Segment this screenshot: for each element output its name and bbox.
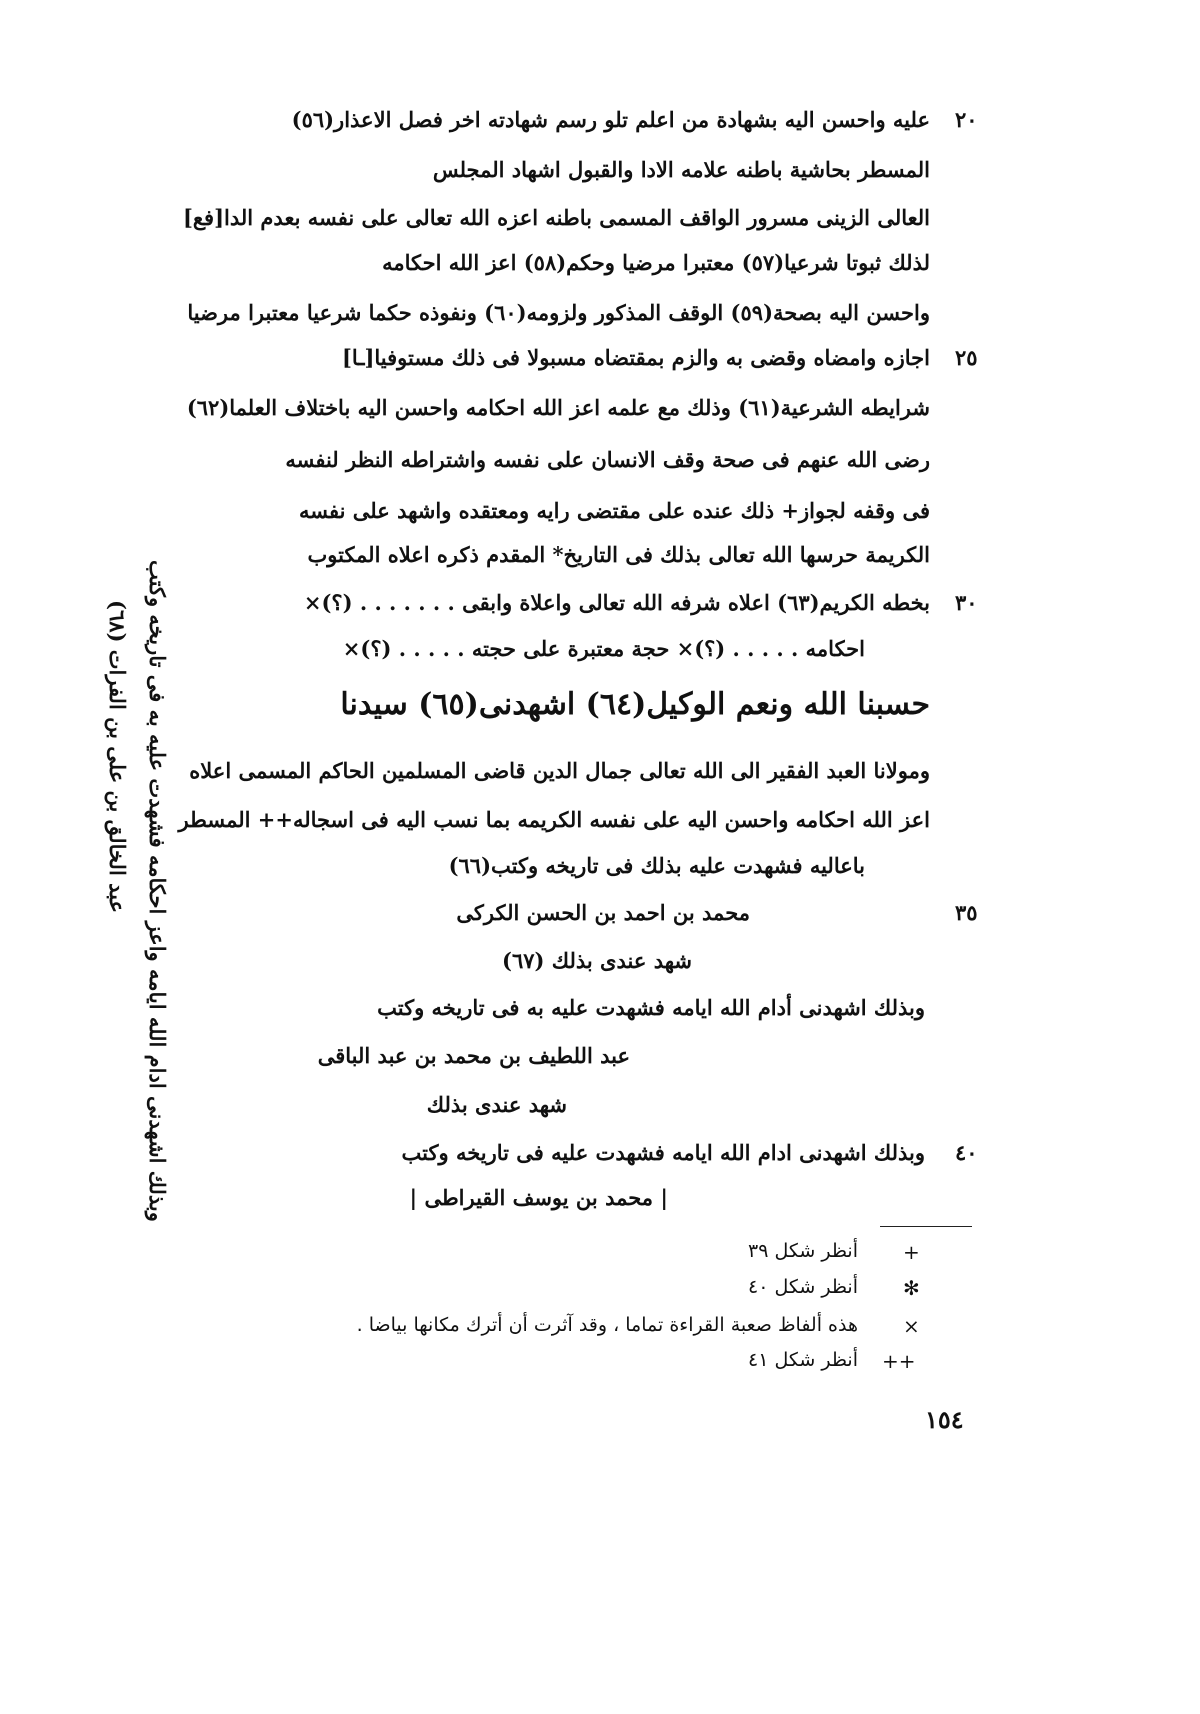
footnote-text: هذه ألفاظ صعبة القراءة تماما ، وقد آثرت أن أترك مكانها بياضا . xyxy=(356,1314,858,1336)
footnote-text: أنظر شكل ٤١ xyxy=(748,1349,858,1371)
text-line: العالى الزينى مسرور الواقف المسمى باطنه اعزه الله تعالى على نفسه بعدم الدا[فع] xyxy=(182,205,930,230)
text-line: فى وقفه لجواز+ ذلك عنده على مقتضى رايه ومعتقده واشهد على نفسه xyxy=(299,498,930,523)
text-line: اجازه وامضاه وقضى به والزم بمقتضاه مسبولا فى ذلك مستوفيا[ـا] xyxy=(341,345,930,370)
margin-note-line-2: عبد الخالق بن على بن الفرات (٦٨) xyxy=(105,600,130,913)
text-line: واحسن اليه بصحة(٥٩) الوقف المذكور ولزومه(٦٠) ونفوذه حكما شرعيا معتبرا مرضيا xyxy=(187,300,930,325)
line-number: ٢٠ xyxy=(955,107,978,132)
text-line: بخطه الكريم(٦٣) اعلاه شرفه الله تعالى واعلاة وابقى . . . . . . . (؟)× xyxy=(303,590,930,615)
text-line: لذلك ثبوتا شرعيا(٥٧) معتبرا مرضيا وحكم(٥٨) اعز الله احكامه xyxy=(382,250,930,275)
footnote-mark: × xyxy=(903,1314,920,1338)
line-number: ٣٠ xyxy=(955,590,978,615)
margin-note-line-1: وبذلك اشهدنى ادام الله ايامه واعز احكامه فشهدت عليه به فى تاريخه وكتب xyxy=(145,560,170,1222)
text-line: ومولانا العبد الفقير الى الله تعالى جمال الدين قاضى المسلمين الحاكم المسمى اعلاه xyxy=(189,758,930,783)
footnote-mark: ++ xyxy=(882,1349,916,1373)
text-line: وبذلك اشهدنى أدام الله ايامه فشهدت عليه به فى تاريخه وكتب xyxy=(377,995,925,1020)
text-line: الكريمة حرسها الله تعالى بذلك فى التاريخ* المقدم ذكره اعلاه المكتوب xyxy=(307,542,930,567)
line-number: ٢٥ xyxy=(955,345,978,370)
text-line: المسطر بحاشية باطنه علامه الادا والقبول اشهاد المجلس xyxy=(432,157,930,182)
line-number: ٤٠ xyxy=(955,1140,978,1165)
text-line: اعز الله احكامه واحسن اليه على نفسه الكريمه بما نسب اليه فى اسجاله++ المسطر xyxy=(178,807,930,832)
text-line: عليه واحسن اليه بشهادة من اعلم تلو رسم شهادته اخر فصل الاعذار(٥٦) xyxy=(291,107,930,132)
text-line: باعاليه فشهدت عليه بذلك فى تاريخه وكتب(٦٦) xyxy=(448,853,865,878)
footnote-mark: ✻ xyxy=(903,1276,920,1300)
footnote-divider xyxy=(880,1226,972,1227)
footnote-text: أنظر شكل ٣٩ xyxy=(748,1240,858,1262)
text-line: محمد بن احمد بن الحسن الكركى xyxy=(456,900,750,925)
text-line: رضى الله عنهم فى صحة وقف الانسان على نفسه واشتراطه النظر لنفسه xyxy=(285,447,930,472)
text-line: شرايطه الشرعية(٦١) وذلك مع علمه اعز الله احكامه واحسن اليه باختلاف العلما(٦٢) xyxy=(186,395,930,420)
text-line: حسبنا الله ونعم الوكيل(٦٤) اشهدنى(٦٥) سيدنا xyxy=(340,687,930,722)
page-number: ١٥٤ xyxy=(925,1405,964,1434)
footnote-mark: + xyxy=(903,1240,920,1264)
text-line: احكامه . . . . . (؟)× حجة معتبرة على حجته . . . . . (؟)× xyxy=(342,636,865,661)
footnote-text: أنظر شكل ٤٠ xyxy=(748,1276,858,1298)
text-line: | محمد بن يوسف القيراطى | xyxy=(409,1185,668,1210)
text-line: عبد اللطيف بن محمد بن عبد الباقى xyxy=(317,1043,630,1068)
text-line: شهد عندى بذلك xyxy=(426,1092,567,1117)
text-line: شهد عندى بذلك (٦٧) xyxy=(502,948,692,973)
text-line: وبذلك اشهدنى ادام الله ايامه فشهدت عليه فى تاريخه وكتب xyxy=(401,1140,925,1165)
line-number: ٣٥ xyxy=(955,900,978,925)
